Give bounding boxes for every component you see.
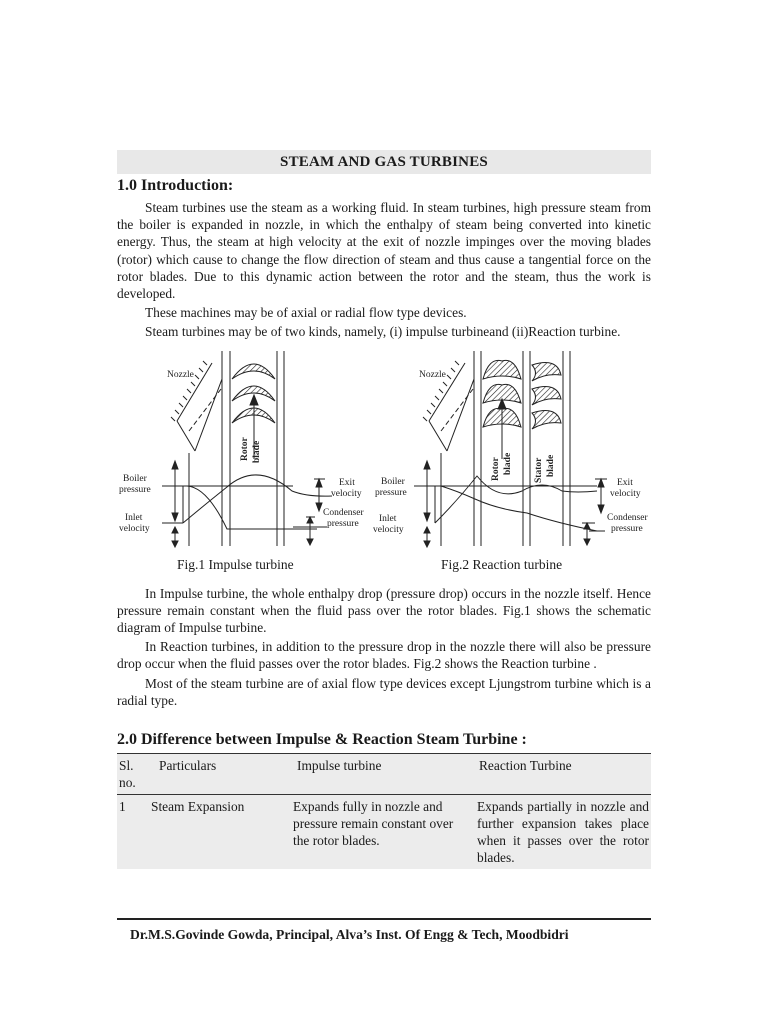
fig2-pressure-label: pressure [375,487,407,498]
fig1-condenser-label: Condenser [323,507,364,518]
table-cell: 1 [119,799,126,815]
fig1-inlet-label: Inlet [125,512,143,523]
fig2-nozzle-label: Nozzle [419,369,446,380]
body-paragraph-reaction: In Reaction turbines, in addition to the pressure drop in the nozzle there will also be pressure drop occur when the fluid passes over the rotor blades. Fig.2 shows the Reaction turbine . [117,639,651,672]
fig2-rotor-label: Rotor [491,456,501,481]
fig2-velocity-label: velocity [373,524,404,535]
figures-area [117,351,651,572]
table-cell: Steam Expansion [151,799,245,815]
fig1-rotor-label: Rotor [240,436,250,461]
fig1-nozzle-label: Nozzle [167,369,194,380]
fig1-exit-velocity-label: velocity [331,488,362,499]
fig2-exit-velocity-label: velocity [610,488,641,499]
intro-paragraph-1: Steam turbines use the steam as a working fluid. In steam turbines, high pressure steam from the boiler is expanded in nozzle, in which the enthalpy of steam being converted into kinetic energy. Thus, the steam at high velocity at the exit of nozzle impinges over the moving blades (rotor) which cause to change the flow direction of steam and thus cause a tangential force on the rotor blades. Due to this dynamic action between the rotor and the steam, thus the work is developed. [117,200,651,302]
intro-paragraph-2: These machines may be of axial or radial flow type devices. [145,305,467,321]
fig2-exit-label: Exit [617,477,633,488]
header-particulars: Particulars [159,758,217,774]
figure1-caption: Fig.1 Impulse turbine [177,556,294,572]
table-row [117,795,651,870]
figure2-caption: Fig.2 Reaction turbine [441,556,563,572]
intro-paragraph-3: Steam turbines may be of two kinds, namely, (i) impulse turbineand (ii)Reaction turbine. [145,324,621,340]
fig1-condenser-pressure-label: pressure [327,518,359,529]
fig2-inlet-label: Inlet [379,513,397,524]
body-paragraph-impulse: In Impulse turbine, the whole enthalpy drop (pressure drop) occurs in the nozzle itself. Hence pressure remain constant when the fluid pass over the rotor blades. Fig.1 shows the schematic diagram of Impulse turbine. [117,585,651,636]
reaction-turbine-diagram [414,351,607,547]
stator-blades [532,362,561,428]
footer-divider [117,918,651,920]
fig2-stator-blade-label: blade [546,454,556,477]
body-paragraph-ljungstrom: Most of the steam turbine are of axial flow type devices except Ljungstrom turbine which is a radial type. [117,675,651,708]
section-heading-difference: 2.0 Difference between Impulse & Reaction Steam Turbine : [117,731,527,749]
table-cell: Expands partially in nozzle and further expansion takes place when it passes over the rotor blades. [477,799,649,866]
section-heading-introduction: 1.0 Introduction: [117,177,234,194]
turbine-diagrams [117,351,651,551]
fig2-boiler-label: Boiler [381,476,405,487]
fig1-boiler-label: Boiler [123,473,147,484]
page-content [117,150,651,869]
fig1-pressure-label: pressure [119,484,151,495]
header-impulse: Impulse turbine [297,758,382,774]
fig2-condenser-label: Condenser [607,512,648,523]
footer-credit: Dr.M.S.Govinde Gowda, Principal, Alva’s Inst. Of Engg & Tech, Moodbidri [130,927,569,942]
header-reaction: Reaction Turbine [479,758,572,774]
fig2-condenser-pressure-label: pressure [611,523,643,534]
difference-table [117,753,651,869]
fig1-exit-label: Exit [339,477,355,488]
fig1-velocity-label: velocity [119,523,150,534]
document-title: STEAM AND GAS TURBINES [117,150,651,174]
fig1-blade-label: blade [252,440,262,463]
fig2-rotor-blade-label: blade [503,452,513,475]
table-header-row [117,754,651,795]
fig2-stator-label: Stator [534,457,544,483]
table-cell: Expands fully in nozzle and pressure remain constant over the rotor blades. [293,799,454,849]
header-sl-no: Sl. no. [119,758,136,791]
